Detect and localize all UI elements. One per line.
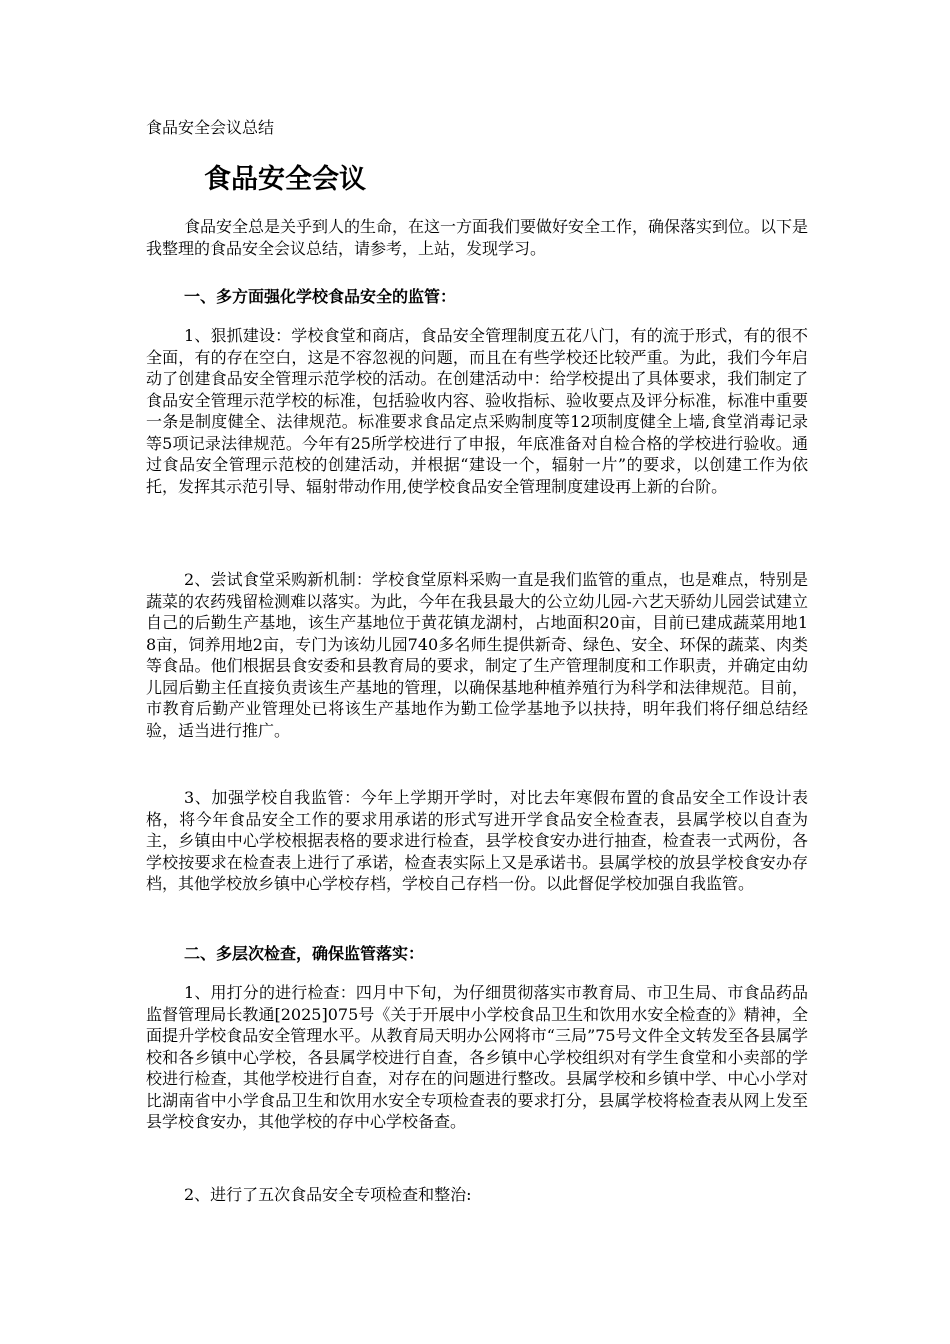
section-1-paragraph-1: 1、狠抓建设：学校食堂和商店，食品安全管理制度五花八门，有的流于形式，有的很不全面，有的存在空白，这是不容忽视的问题，而且在有些学校还比较严重。为此，我们今年启动了创建食品安全管理示范学校的活动。在创建活动中：给学校提出了具体要求，我们制定了食品安全管理示范学校的标准，包括验收内容、验收指标、验收要点及评分标准，标准中重要一条是制度健全、法律规范。标准要求食品定点采购制度等12项制度健全上墙,食堂消毒记录等5项记录法律规范。今年有25所学校进行了申报，年底准备对自检合格的学校进行验收。通过食品安全管理示范校的创建活动，并根据“建设一个，辐射一片”的要求，以创建工作为依托，发挥其示范引导、辐射带动作用,使学校食品安全管理制度建设再上新的台阶。 xyxy=(146,326,808,496)
section-2-heading: 二、多层次检查，确保监管落实： xyxy=(184,944,425,963)
document-label: 食品安全会议总结 xyxy=(146,118,275,137)
section-1-paragraph-3: 3、加强学校自我监管：今年上学期开学时，对比去年寒假布置的食品安全工作设计表格，将今年食品安全工作的要求用承诺的形式写进开学食品安全检查表，县属学校以自查为主，乡镇由中心学校根据表格的要求进行检查，县学校食安办进行抽查，检查表一式两份，各学校按要求在检查表上进行了承诺，检查表实际上又是承诺书。县属学校的放县学校食安办存档，其他学校放乡镇中心学校存档，学校自己存档一份。以此督促学校加强自我监管。 xyxy=(146,788,808,893)
section-2-paragraph-1: 1、用打分的进行检查：四月中下旬，为仔细贯彻落实市教育局、市卫生局、市食品药品监督管理局长教通[2025]075号《关于开展中小学校食品卫生和饮用水安全检查的》精神，全面提升学校食品安全管理水平。从教育局天明办公网将市“三局”75号文件全文转发至各县属学校和各乡镇中心学校，各县属学校进行自查，各乡镇中心学校组织对有学生食堂和小卖部的学校进行检查，其他学校进行自查，对存在的问题进行整改。县属学校和乡镇中学、中心小学对比湖南省中小学食品卫生和饮用水安全专项检查表的要求打分，县属学校将检查表从网上发至县学校食安办，其他学校的存中心学校备查。 xyxy=(146,983,808,1131)
document-title: 食品安全会议 xyxy=(204,164,366,195)
intro-paragraph: 食品安全总是关乎到人的生命，在这一方面我们要做好安全工作，确保落实到位。以下是我整理的食品安全会议总结，请参考，上站，发现学习。 xyxy=(146,217,809,258)
section-1-paragraph-2: 2、尝试食堂采购新机制：学校食堂原料采购一直是我们监管的重点，也是难点，特别是蔬菜的农药残留检测难以落实。为此，今年在我县最大的公立幼儿园-六艺天骄幼儿园尝试建立自己的后勤生产基地，该生产基地位于黄花镇龙湖村，占地面积20亩，目前已建成蔬菜用地18亩，饲养用地2亩，专门为该幼儿园740多名师生提供新奇、绿色、安全、环保的蔬菜、肉类等食品。他们根据县食安委和县教育局的要求，制定了生产管理制度和工作职责，并确定由幼儿园后勤主任直接负责该生产基地的管理，以确保基地种植养殖行为科学和法律规范。目前，市教育后勤产业管理处已将该生产基地作为勤工俭学基地予以扶持，明年我们将仔细总结经验，适当进行推广。 xyxy=(146,570,808,740)
section-1-heading: 一、多方面强化学校食品安全的监管： xyxy=(184,287,457,306)
section-2-paragraph-2: 2、进行了五次食品安全专项检查和整治: xyxy=(184,1185,472,1204)
